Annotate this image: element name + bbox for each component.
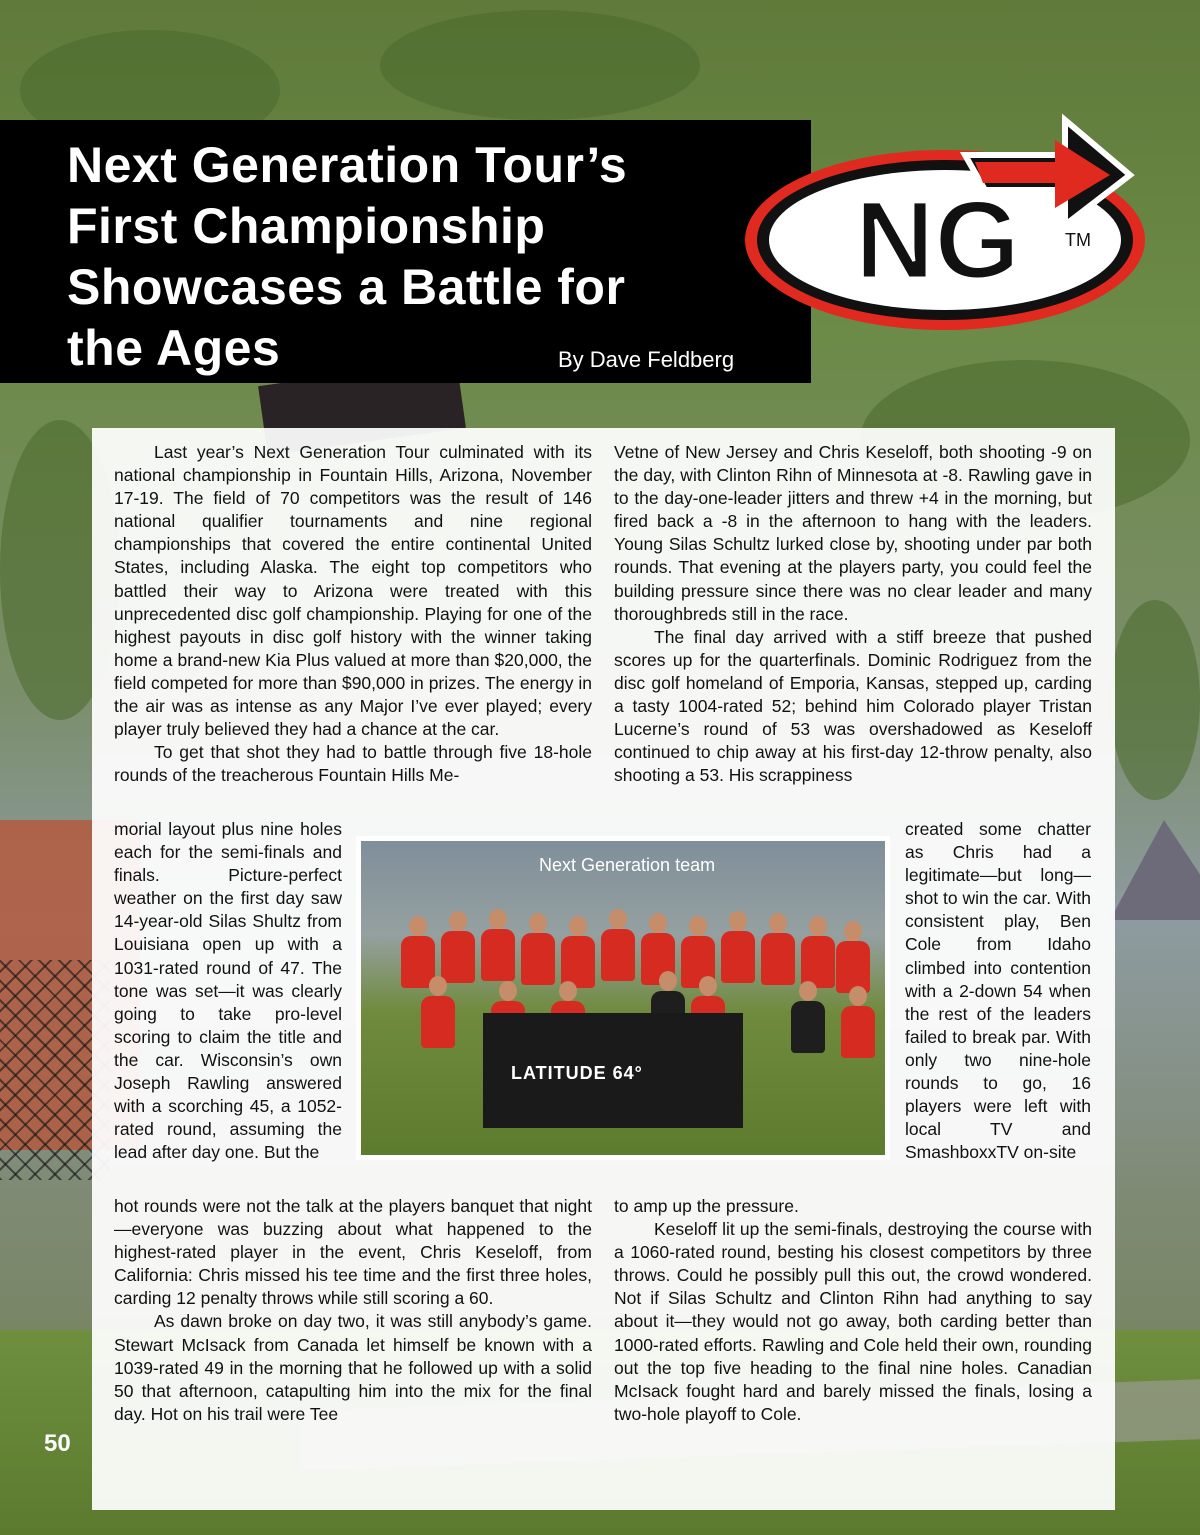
paragraph: To get that shot they had to battle through five 18-hole rounds of the treacherous Fountain Hills Me-: [114, 742, 592, 786]
paragraph: created some chatter as Chris had a legitimate—but long—shot to win the car. With consistent play, Ben Cole from Idaho climbed into contention with a 2-down 54 when the rest of the leaders failed to break par. With only two nine-hole rounds to go, 16 players were left with local TV and SmashboxxTV on-site: [905, 819, 1091, 1163]
logo-trademark: TM: [1065, 230, 1091, 250]
photo-caption: Next Generation team: [539, 855, 716, 875]
ng-logo: [735, 100, 1165, 340]
paragraph: Last year’s Next Generation Tour culminated with its national championship in Fountain Hills, Arizona, November 17-19. The field of 70 competitors was the result of 146 national qualifier tournaments and nine regional championships that covered the entire continental United States, including Alaska. The eight top competitors who battled their way to Arizona were treated with this unprecedented disc golf championship. Playing for one of the highest payouts in disc golf history with the winner taking home a brand-new Kia Plus valued at more than $20,000, the field competed for more than $90,000 in prizes. The energy in the air was as intense as any Major I’ve ever played; every player truly believed they had a chance at the car.: [114, 442, 592, 740]
paragraph: Vetne of New Jersey and Chris Keseloff, both shooting -9 on the day, with Clinton Rihn of Minnesota at -8. Rawling gave in to the day-one-leader jitters and threw +4 in the morning, but fired back a -8 in the afternoon to hang with the leaders. Young Silas Schultz lurked close by, shooting under par both rounds. That evening at the players party, you could feel the building pressure since there was no clear leader and many thoroughbreds still in the race.: [614, 442, 1092, 624]
paragraph: hot rounds were not the talk at the players banquet that night—everyone was buzzing about what happened to the highest-rated player in the event, Chris Keseloff, from California: Chris missed his tee time and the first three holes, carding 12 penalty throws while still scoring a 60.: [114, 1196, 592, 1309]
article-column-right-wrap: [905, 818, 1091, 1164]
article-column-left-bottom: [114, 1195, 592, 1426]
paragraph: As dawn broke on day two, it was still anybody’s game. Stewart McIsack from Canada let himself be known with a 1039-rated 49 in the morning that he followed up with a solid 50 that afternoon, catapulting him into the mix for the final day. Hot on his trail were Tee: [114, 1311, 592, 1424]
logo-text: NG: [855, 179, 1020, 302]
team-photo-image: [361, 841, 885, 1155]
page-number: 50: [44, 1430, 71, 1457]
paragraph: The final day arrived with a stiff breeze that pushed scores up for the quarterfinals. Dominic Rodriguez from the disc golf homeland of Emporia, Kansas, stepped up, carding a tasty 1004-rated 52; behind him Colorado player Tristan Lucerne’s round of 53 was overshadowed as Keseloff continued to chip away at his first-day 12-throw penalty, also shooting a 53. His scrappiness: [614, 626, 1092, 786]
paragraph: morial layout plus nine holes each for the semi-finals and finals. Picture-perfect weather on the first day saw 14-year-old Silas Shultz from Louisiana open up with a 1031-rated round of 47. The tone was set—it was clearly going to take pro-level scoring to claim the title and the car. Wisconsin’s own Joseph Rawling answered with a scorching 45, a 1052-rated round, assuming the lead after day one. But the: [114, 819, 342, 1163]
article-title: Next Generation Tour’s First Championship Showcases a Battle for the Ages: [67, 137, 628, 376]
team-photo: [356, 836, 890, 1160]
article-column-left-wrap: [114, 818, 342, 1164]
byline: By Dave Feldberg: [558, 347, 735, 372]
table-logo-text: LATITUDE 64°: [511, 1063, 643, 1083]
article-column-right-bottom: [614, 1195, 1092, 1426]
paragraph: Keseloff lit up the semi-finals, destroying the course with a 1060-rated round, besting his closest competitors by three throws. Could he possibly pull this out, the crowd wondered. Not if Silas Schultz and Clinton Rihn had anything to say about it—they would not go away, both carding better than 1000-rated efforts. Rawling and Cole held their own, rounding out the top five heading to the final nine holes. Canadian McIsack fought hard and barely missed the finals, losing a two-hole playoff to Cole.: [614, 1219, 1092, 1424]
paragraph: to amp up the pressure.: [614, 1196, 799, 1216]
article-column-left-top: [114, 441, 592, 787]
article-column-right-top: [614, 441, 1092, 787]
